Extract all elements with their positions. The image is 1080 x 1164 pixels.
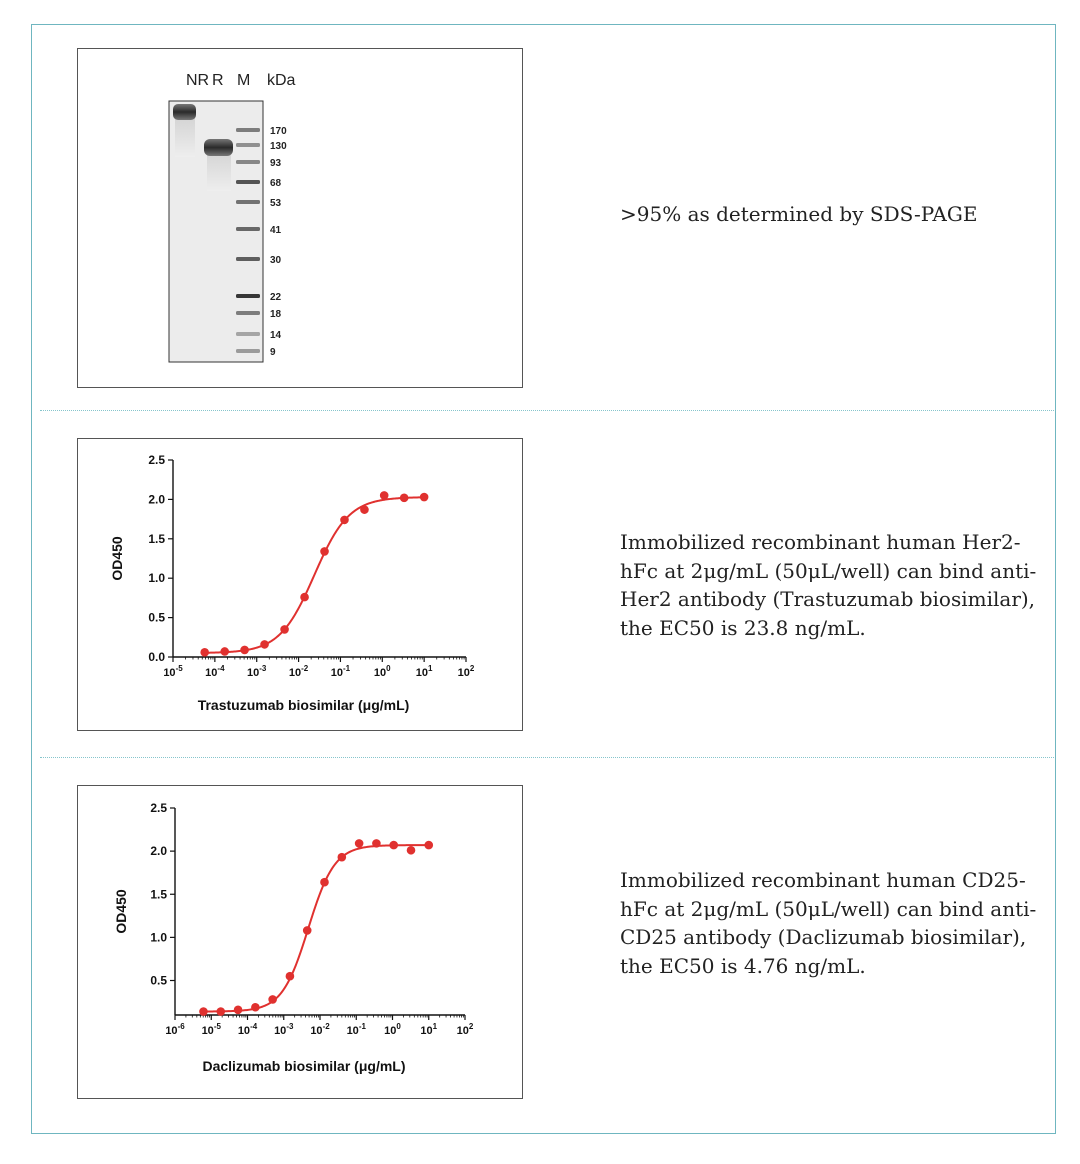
x-tick-label: $10^{-1}$ bbox=[330, 664, 351, 679]
y-tick-label: 1.5 bbox=[148, 531, 165, 546]
marker-band bbox=[236, 200, 260, 204]
data-point bbox=[424, 841, 433, 850]
fit-curve bbox=[203, 845, 428, 1011]
nr-band bbox=[173, 104, 196, 120]
marker-label: 14 bbox=[270, 330, 282, 341]
x-tick-label: $10^0$ bbox=[384, 1022, 401, 1037]
marker-label: 30 bbox=[270, 255, 282, 266]
marker-band bbox=[236, 349, 260, 353]
marker-band bbox=[236, 227, 260, 231]
x-tick-label: $10^{-5}$ bbox=[201, 1022, 221, 1037]
unit-label-kda: kDa bbox=[267, 72, 296, 89]
gel-description: >95% as determined by SDS-PAGE bbox=[620, 202, 978, 226]
r-band bbox=[204, 139, 233, 156]
marker-label: 93 bbox=[270, 158, 282, 169]
lane-label-nr: NR bbox=[186, 72, 210, 89]
x-tick-label: $10^2$ bbox=[457, 664, 475, 679]
cd25-binding-chart bbox=[78, 786, 522, 1098]
x-tick-label: $10^{-4}$ bbox=[205, 664, 225, 679]
data-point bbox=[407, 846, 416, 855]
y-axis-title: OD450 bbox=[109, 536, 125, 581]
data-point bbox=[303, 926, 312, 935]
marker-label: 9 bbox=[270, 347, 276, 358]
y-tick-label: 0.5 bbox=[150, 973, 167, 988]
x-tick-label: $10^{-5}$ bbox=[163, 664, 183, 679]
y-tick-label: 1.0 bbox=[148, 571, 165, 586]
data-point bbox=[340, 516, 349, 525]
data-point bbox=[199, 1007, 208, 1016]
x-tick-label: $10^2$ bbox=[456, 1022, 474, 1037]
her2-binding-chart bbox=[78, 439, 522, 730]
data-point bbox=[234, 1006, 243, 1015]
x-tick-label: $10^{-4}$ bbox=[237, 1022, 258, 1037]
data-point bbox=[200, 648, 209, 657]
data-point bbox=[320, 878, 329, 887]
data-point bbox=[268, 995, 277, 1004]
data-point bbox=[280, 625, 289, 634]
marker-label: 22 bbox=[270, 292, 282, 303]
data-point bbox=[260, 640, 269, 649]
x-tick-label: $10^{-1}$ bbox=[346, 1022, 366, 1037]
sds-page-gel-image bbox=[78, 49, 522, 387]
x-tick-label: $10^{-2}$ bbox=[310, 1022, 330, 1037]
section-divider bbox=[40, 410, 1054, 411]
marker-label: 68 bbox=[270, 178, 282, 189]
data-point bbox=[338, 853, 347, 862]
x-tick-label: $10^1$ bbox=[420, 1022, 438, 1037]
marker-band bbox=[236, 143, 260, 147]
x-axis-title: Trastuzumab biosimilar (μg/mL) bbox=[197, 697, 410, 713]
y-tick-label: 1.0 bbox=[150, 930, 167, 945]
y-tick-label: 0.0 bbox=[148, 650, 165, 664]
data-point bbox=[420, 493, 429, 502]
data-point bbox=[389, 841, 398, 850]
data-point bbox=[216, 1007, 225, 1016]
marker-label: 18 bbox=[270, 309, 282, 320]
data-point bbox=[240, 646, 249, 655]
marker-band bbox=[236, 160, 260, 164]
marker-band bbox=[236, 294, 260, 298]
lane-label-m: M bbox=[237, 72, 251, 89]
y-tick-label: 2.0 bbox=[150, 844, 167, 859]
data-point bbox=[372, 839, 381, 848]
y-tick-label: 2.0 bbox=[148, 492, 165, 507]
lane-label-r: R bbox=[212, 72, 224, 89]
x-tick-label: $10^{-2}$ bbox=[288, 664, 309, 679]
cd25-description: Immobilized recombinant human CD25-hFc at 2μg/mL (50μL/well) can bind anti-CD25 antibody (Daclizumab biosimilar), the EC50 is 4.76 ng/mL. bbox=[620, 868, 1037, 978]
y-axis-title: OD450 bbox=[113, 889, 129, 934]
marker-band bbox=[236, 311, 260, 315]
data-point bbox=[300, 593, 309, 602]
marker-band bbox=[236, 180, 260, 184]
her2-chart-panel bbox=[77, 438, 523, 731]
x-tick-label: $10^{-3}$ bbox=[274, 1022, 294, 1037]
y-tick-label: 1.5 bbox=[150, 887, 167, 902]
x-axis-title: Daclizumab biosimilar (μg/mL) bbox=[202, 1058, 406, 1074]
y-tick-label: 0.5 bbox=[148, 610, 165, 625]
cd25-chart-panel bbox=[77, 785, 523, 1099]
marker-band bbox=[236, 332, 260, 336]
data-point bbox=[220, 647, 229, 656]
data-point bbox=[380, 491, 389, 500]
data-point bbox=[320, 547, 329, 556]
fit-curve bbox=[206, 497, 425, 652]
x-tick-label: $10^{-6}$ bbox=[165, 1022, 185, 1037]
data-point bbox=[355, 839, 364, 848]
marker-band bbox=[236, 128, 260, 132]
her2-description: Immobilized recombinant human Her2-hFc at 2μg/mL (50μL/well) can bind anti-Her2 antibody (Trastuzumab biosimilar), the EC50 is 23.8 ng/mL. bbox=[620, 530, 1037, 640]
gel-panel bbox=[77, 48, 523, 388]
marker-band bbox=[236, 257, 260, 261]
marker-label: 130 bbox=[270, 141, 287, 152]
x-tick-label: $10^1$ bbox=[415, 664, 433, 679]
section-divider bbox=[40, 757, 1054, 758]
data-point bbox=[251, 1003, 260, 1012]
marker-label: 170 bbox=[270, 126, 287, 137]
x-tick-label: $10^{-3}$ bbox=[247, 664, 267, 679]
data-point bbox=[400, 494, 409, 503]
marker-label: 53 bbox=[270, 198, 282, 209]
y-tick-label: 2.5 bbox=[148, 453, 165, 467]
marker-label: 41 bbox=[270, 225, 282, 236]
y-tick-label: 2.5 bbox=[150, 801, 167, 815]
data-point bbox=[360, 505, 369, 514]
x-tick-label: $10^0$ bbox=[373, 664, 391, 679]
data-point bbox=[286, 972, 295, 981]
